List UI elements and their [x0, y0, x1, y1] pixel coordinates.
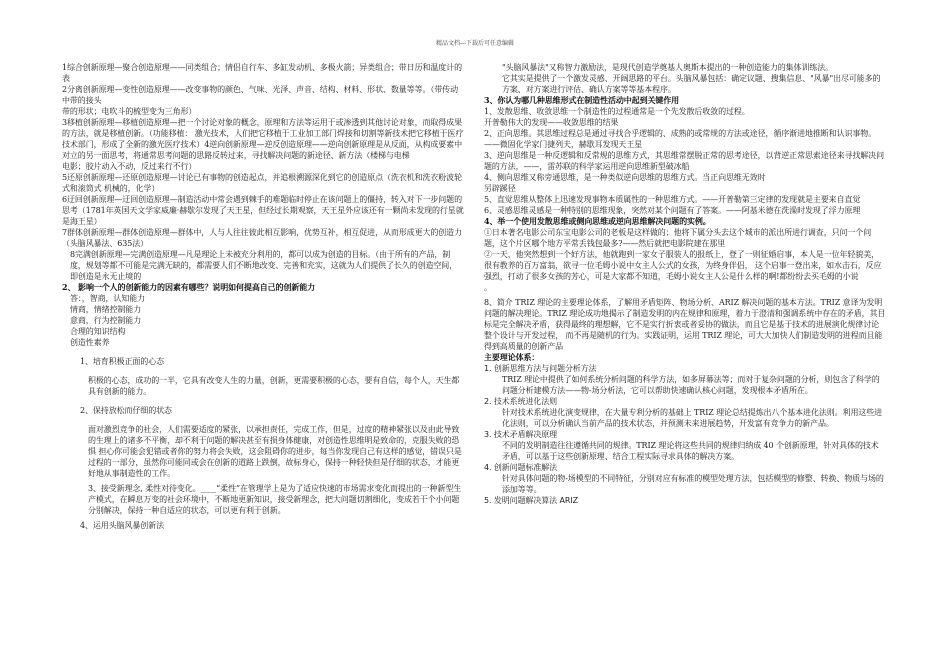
paragraph: 4、侧向思维又称旁通思维，是一种类似逆向思维的思维方式。当正向思维无效时: [484, 173, 766, 182]
paragraph: 5还原创新原理—还原创造原理—讨论已有事物的创造起点，并追根溯源深化到它的创造原点（洗衣机和洗衣粉波轮式和滚筒式 机械的，化学）: [62, 173, 462, 193]
subheading: 2. 技术系统进化法则: [484, 397, 558, 406]
paragraph: 6、灵感思维灵感是一种特别的思维现象，突然对某个问题有了答案。——阿基米德在洗澡时发现了浮力原理: [484, 206, 861, 215]
right-column: [484, 62, 886, 506]
page-header: 精品文档---下载后可任意编辑: [435, 40, 515, 47]
paragraph: 面对激烈竞争的社会，人们需要适度的紧张，以承担责任，完成工作，但是，过度的精神紧张以及由此导致的生理上的诸多不平衡，却不利于问题的解决甚至有损身体健康，对创造性思维明是致命的，克服失败的恐惧 担心你可能会犯错或者你的努力将会失败，这会阻碍你的进步，每当你发现自己有这样的感觉，错误只是过程的一部分，虽然你可能同或会在创新的道路上跌倒，故标身心，保持一种轻快但是仔细的状态，才能更好地从事制造性的工作。: [88, 425, 462, 478]
subheading: 4. 创新问题标准解法: [484, 463, 558, 472]
question-heading: 2、 影响一个人的创新能力的因素有哪些？说明如何提高自己的创新能力: [62, 282, 316, 292]
answer-line: 创造性素养: [70, 338, 110, 347]
subheading: 1、培育积极正面的心态: [80, 357, 164, 366]
paragraph: 1综合创新原理—聚合创造原理——同类组合；情侣自行车、多缸发动机、多极火箭；异类组合；带日历和温度计的表: [62, 63, 462, 83]
paragraph: 。: [484, 283, 492, 292]
paragraph: 开普勒伟大的发现——收敛思维的结果: [484, 118, 619, 127]
answer-line: 答：，智商，认知能力: [70, 294, 145, 303]
paragraph: 2分离创新原理—变性创造原理——改变事物的颜色、气味、光泽、声音、结构、材料、形状、数量等等。（带传动中带的接头: [62, 85, 458, 105]
subheading: 2、保持放松而仔细的状态: [80, 406, 172, 415]
paragraph: 带的形状；电吹斗的梳型变为三角形）: [62, 107, 197, 116]
paragraph: 积极的心态，成功的一半，它具有改变人生的力量，创新，更需要积极的心态，要有自信，每个人，天生都具有创新的能力。: [88, 376, 460, 396]
answer-line: 情商，情绪控制能力: [70, 305, 142, 314]
paragraph: ①日本著名电影公司东宝电影公司的老板是这样做的；他将下属分头去这个城市的派出所进行调查，只问一个问题，这个片区哪个地方平常丢钱包最多?——然后就把电影院建在那里: [484, 228, 872, 248]
paragraph: 7群体创新原理—群体创造原理—群体中，人与人往往彼此相互影响，优势互补，相互促进，从而形成更大的创造力（头脑风暴法、635法）: [62, 228, 462, 248]
paragraph: ②一天，他突然想到一个好方法，他就跑到一家女子服装人的报纸上，登了一则征婚启事，本人是一位年轻貌美，很有教养的百万富翁，欲寻一位毛姆小说中女主人公式的女孩，为终身伴侣， 这个启事一登出来，如水击石，反应强烈，打动了很多女孩的芳心，可是大家都不知道，毛姆小说女主人公是什么样的啊!都纷纷去买毛姆的小说: [484, 250, 882, 281]
paragraph: 针对具体问题的物-场模型的不同特征，分别对应有标准的模型处理方法，包括模型的修整、转换、物质与场的添加等等。: [502, 474, 884, 494]
paragraph: TRIZ 理论中提供了如何系统分析问题的科学方法，如多屏幕法等；而对于复杂问题的分析，则包含了科学的问题分析建模方法——物-场分析法，它可以帮助快速确认核心问题，发现根本矛盾所在。: [502, 375, 880, 395]
subheading: 5. 发明问题解决算法 ARIZ: [484, 496, 578, 505]
paragraph: 电影；胶片动入不动，反过来行不行）: [62, 162, 197, 171]
paragraph: 2、正向思维。其思维过程总是通过寻找合乎逻辑的、成熟的或常规的方法或途径，循序渐进地推断和认识事物。——微固化学家门捷列夫，赫歇耳发现天王星: [484, 129, 877, 149]
paragraph: "头脑风暴法"又称智力激励法，是现代创造学奠基人奥斯本提出的一种创造能力的集体训练法。: [502, 63, 834, 72]
paragraph: 3移植创新原理—移植创造原理—把一个讨论对象的概念，原理和方法等运用于或渗透到其他讨论对象，而取得成果的方法，就是移植创新。（功能移植： 激光技术，人们把它移植于工业加工部门焊接和切割等新技术把它移植于医疗技术部门，形成了全新的激光医疗技术）4逆向创新原理—逆反创造原理——逆向创新原理是从反面，从构成要素中对立的另一面思考，将通常思考问题的思路反转过来，寻找解决问题的新途径、新方法（楼梯与电梯: [62, 118, 464, 160]
answer-line: 意商，行为控制能力: [70, 316, 142, 325]
paragraph: 3、逆向思维是一种反逻辑和反常规的思维方式，其思维常摆脱正常的思考途径，以背逆正常思索途径来寻找解决问题的方法，——，雷苏联的科学家运用逆向思维新型破冰船: [484, 151, 884, 171]
paragraph: 8完满创新原理—完满创造原理—凡是理论上未被充分利用的，都可以成为创造的目标。（由于所有的产品，制度，规划等都不可能是完满无缺的，都需要人们不断地改变、完善和充实，这就为人们提供了长久的创造空间，即创造是永无止境的: [70, 250, 458, 281]
paragraph: 另辟蹊径: [484, 184, 516, 193]
question-heading: 3、你认为哪几种思维形式在制造性活动中起到关键作用: [484, 95, 680, 105]
paragraph: 它其实是提供了一个激发灵感、开阔思路的平台。头脑风暴包括：确定议题、搜集信息、"风暴"出尽可能多的方案、对方案进行评估、确认方案等等基本程序。: [502, 74, 881, 94]
question-heading: 4、举一个使用发散思维或侧向思维或逆向思维解决问题的实例。: [484, 216, 711, 226]
answer-line: 合理的知识结构: [70, 327, 126, 336]
paragraph: 针对技术系统进化演变规律，在大量专利分析的基础上 TRIZ 理论总结提炼出八个基本进化法则。利用这些进化法则，可以分析确认当前产品的技术状态，并预测未来进展趋势，开发富有竞争力的新产品。: [502, 408, 883, 428]
subheading: 主要理论体系：: [484, 352, 540, 362]
paragraph: 6迂回创新原理—迂回创造原理—制造活动中常会遇到棘手的难题临时停止在该问题上的僵持，转入对下一步问题的思考（1781年英国天文学家威廉·赫歇尔发现了天王星，但经过长期观察，天王星外应该还有一颗尚未发现的行星就是海王星）: [62, 195, 464, 226]
subheading: 4、运用头脑风暴创新法: [80, 521, 164, 530]
question-heading: 8、简介 TRIZ 理论的主要理论体系，了解用矛盾矩阵、物场分析、ARIZ 解决问题的基本方法。TRIZ 意译为发明问题的解决理论。TRIZ 理论成功地揭示了制造发明的内在规律和原理，着力于澄清和强调系统中存在的矛盾，其目标是完全解决矛盾，获得最终的理想解，它不是实行折衷或者妥协的做法，而且它是基于技术的进展演化规律讨论整个设计与开发过程， 而不再是随机的行为。实践证明，运用 TRIZ 理论，可大大加快人们制造发明的进程而且能得到高质量的创新产品: [484, 298, 886, 351]
subheading: 3. 技术矛盾解决原理: [484, 430, 558, 439]
paragraph: 不同的发明制造往往遵循共同的规律。TRIZ 理论将这些共同的规律归纳成 40 个创新原理，针对具体的技术矛盾，可以基于这些创新原理、结合工程实际寻求具体的解决方案。: [502, 441, 879, 461]
paragraph: 5、直觉思维从整体上迅速发现事物本质属性的一种思维方式。——开普勒第三定律的发现就是主要来自直觉: [484, 195, 861, 204]
subheading: 1. 创新思维方法与问题分析方法: [484, 364, 597, 373]
paragraph: 1、发散思维、收敛思维一个制造性的过程通常是一个先发散后收敛的过程。: [484, 107, 750, 116]
left-column: [62, 62, 464, 531]
paragraph: 3、接受新理念, 柔性对待变化。____“柔性”在管理学上是为了适应快速的市场需求变化而提出的一种新型生产模式，在瞬息万变的社会环境中，不断地更新知识，接受新理念，把大问题切割细化，变成若干个小问题分别解决，保持一种自适应的状态，可以更有利于创新。: [88, 484, 462, 515]
